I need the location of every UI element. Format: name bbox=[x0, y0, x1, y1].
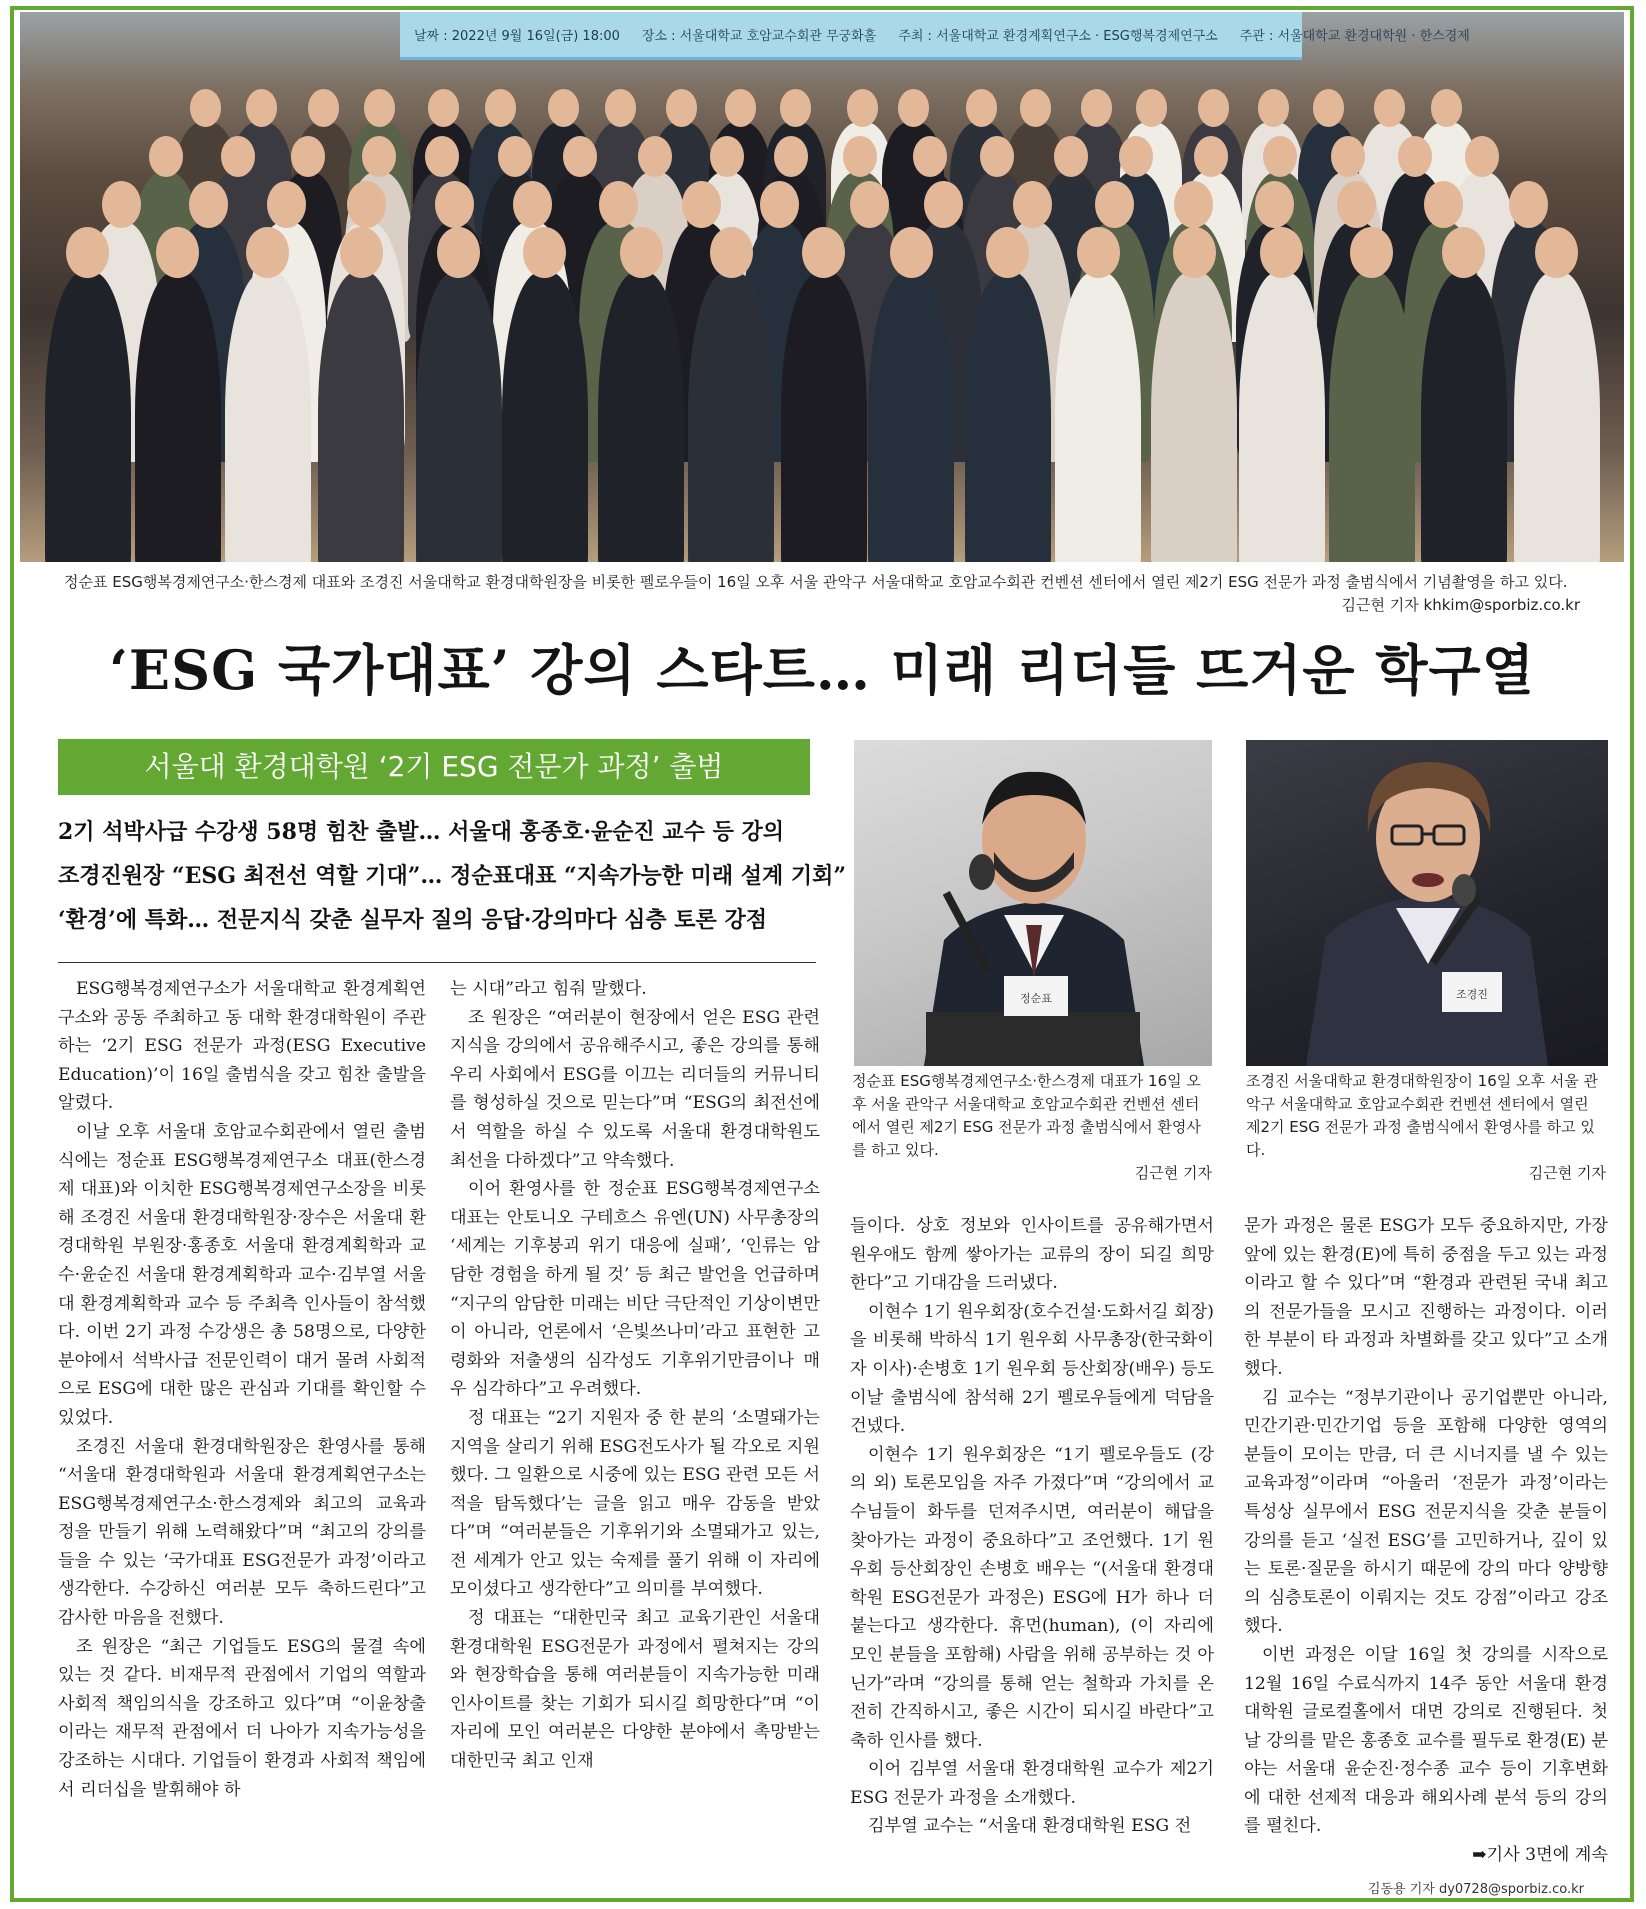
crowd-silhouettes bbox=[20, 72, 1624, 562]
crowd-head bbox=[1374, 89, 1405, 126]
event-banner bbox=[400, 12, 1470, 60]
crowd-person bbox=[868, 272, 954, 562]
crowd-head bbox=[364, 89, 395, 126]
crowd-head bbox=[1424, 181, 1463, 228]
crowd-person bbox=[1329, 272, 1415, 562]
subhead-divider bbox=[58, 962, 816, 963]
speaker-1-credit: 김근현 기자 bbox=[1134, 1164, 1212, 1182]
banner-organizer: 주관 : 서울대학교 환경대학원 · 한스경제 bbox=[1239, 29, 1470, 44]
crowd-head bbox=[428, 89, 459, 126]
crowd-head bbox=[1194, 136, 1228, 177]
article-column-3 bbox=[850, 1212, 1214, 1841]
banner-host: 주최 : 서울대학교 환경계획연구소 · ESG행복경제연구소 bbox=[898, 29, 1218, 44]
crowd-head bbox=[924, 181, 963, 228]
crowd-person bbox=[781, 272, 867, 562]
crowd-person bbox=[225, 272, 311, 562]
crowd-head bbox=[1081, 89, 1112, 126]
paragraph: 이어 김부열 서울대 환경대학원 교수가 제2기 ESG 전문가 과정을 소개했다. bbox=[850, 1759, 1214, 1808]
crowd-person bbox=[318, 272, 404, 562]
crowd-head bbox=[1398, 136, 1432, 177]
crowd-head bbox=[898, 89, 929, 126]
crowd-person bbox=[965, 272, 1051, 562]
crowd-person bbox=[1514, 272, 1600, 562]
crowd-person bbox=[45, 272, 131, 562]
crowd-head bbox=[189, 181, 228, 228]
crowd-head bbox=[1331, 136, 1365, 177]
speaker-2-caption-text: 조경진 서울대학교 환경대학원장이 16일 오후 서울 관악구 서울대학교 호암교수회관 컨벤션 센터에서 열린 제2기 ESG 전문가 과정 출범식에서 환영사를 하고 있다. bbox=[1246, 1072, 1598, 1159]
speaker-2-credit: 김근현 기자 bbox=[1528, 1164, 1606, 1182]
paragraph: 이날 오후 서울대 호암교수회관에서 열린 출범식에는 정순표 ESG행복경제연구소 대표(한스경제 대표)와 이치한 ESG행복경제연구소장을 비롯해 조경진 서울대 환경대학원장·장수은 서울대 환경대학원 부원장·홍종호 서울대 환경계획학과 교수·윤순진 서울대 환경계획학과 교수·김부열 서울대 환경계획학과 교수 등 주최측 인사들이 참석했다. 이번 2기 과정 수강생은 총 58명으로, 다양한 분야에서 석박사급 전문인력이 대거 몰려 사회적으로 ESG에 대한 많은 관심과 기대를 확인할 수 있었다. bbox=[58, 1121, 426, 1428]
crowd-head bbox=[548, 89, 579, 126]
crowd-person bbox=[1055, 272, 1141, 562]
paragraph: 조경진 서울대 환경대학원장은 환영사를 통해 “서울대 환경대학원과 서울대 환경계획연구소는 ESG행복경제연구소·한스경제와 최고의 교육과정을 만들기 위해 노력해왔다”며 “최고의 강의를 들을 수 있는 ‘국가대표 ESG전문가 과정’이라고 생각한다. 수강하신 여러분 모두 축하드린다”고 감사한 마음을 전했다. bbox=[58, 1436, 426, 1629]
headline: ‘ESG 국가대표’ 강의 스타트… 미래 리더들 뜨거운 학구열 bbox=[109, 638, 1535, 702]
article-column-2 bbox=[450, 975, 820, 1776]
paragraph: ESG행복경제연구소가 서울대학교 환경계획연구소와 공동 주최하고 동 대학 환경대학원이 주관하는 ‘2기 ESG 전문가 과정(ESG Executive Education)’이 16일 출범식을 갖고 힘찬 출발을 알렸다. bbox=[58, 979, 426, 1114]
crowd-person bbox=[1239, 272, 1325, 562]
crowd-head bbox=[1173, 227, 1216, 279]
crowd-head bbox=[599, 181, 638, 228]
crowd-head bbox=[246, 89, 277, 126]
crowd-head bbox=[780, 89, 811, 126]
crowd-head bbox=[1313, 89, 1344, 126]
crowd-head bbox=[1255, 181, 1294, 228]
crowd-person bbox=[1151, 272, 1237, 562]
paragraph: 조 원장은 “여러분이 현장에서 얻은 ESG 관련 지식을 강의에서 공유해주시고, 좋은 강의를 통해 우리 사회에서 ESG를 이끄는 리더들의 커뮤니티를 형성하실 것으로 믿는다”며 “ESG의 최전선에서 역할을 하실 수 있도록 서울대 환경대학원도 최선을 다하겠다”고 약속했다. bbox=[450, 1007, 820, 1171]
crowd-person bbox=[598, 272, 684, 562]
crowd-head bbox=[966, 89, 997, 126]
crowd-head bbox=[1509, 181, 1548, 228]
crowd-head bbox=[1258, 89, 1289, 126]
crowd-head bbox=[760, 181, 799, 228]
crowd-person bbox=[502, 272, 588, 562]
crowd-head bbox=[1174, 181, 1213, 228]
paragraph: 이현수 1기 원우회장(호수건설·도화서길 회장)을 비롯해 박하식 1기 원우회 사무총장(한국화이자 이사)·손병호 1기 원우회 등산회장(배우) 등도 이날 출범식에 참석해 2기 펠로우들에게 덕담을 건넸다. bbox=[850, 1301, 1214, 1437]
paragraph: 조 원장은 “최근 기업들도 ESG의 물결 속에 있는 것 같다. 비재무적 관점에서 기업의 역할과 사회적 책임의식을 강조하고 있다”며 “이윤창출이라는 재무적 관점에서 더 나아가 지속가능성을 강조하는 시대다. 기업들이 환경과 사회적 책임에서 리더십을 발휘해야 하 bbox=[58, 1636, 426, 1800]
crowd-head bbox=[1054, 136, 1088, 177]
crowd-head bbox=[1465, 136, 1499, 177]
newspaper-page bbox=[10, 6, 1634, 1902]
crowd-head bbox=[605, 89, 636, 126]
paragraph: 이현수 1기 원우회장은 “1기 펠로우들도 (강의 외) 토론모임을 자주 가졌다”며 “강의에서 교수님들이 화두를 던져주시면, 여러분이 해답을 찾아가는 과정이 중요하다”고 조언했다. 1기 원우회 등산회장인 손병호 배우는 “(서울대 환경대학원 ESG전문가 과정은) ESG에 H가 하나 더 붙는다고 생각한다. 휴먼(human), (이 자리에 모인 분들을 포함해) 사람을 위해 공부하는 것 아닌가”라며 “강의를 통해 얻는 철학과 가치를 온전히 간직하시고, 좋은 시간이 되시길 바란다”고 축하 인사를 했다. bbox=[850, 1444, 1214, 1751]
crowd-person bbox=[688, 272, 774, 562]
crowd-head bbox=[1077, 227, 1120, 279]
crowd-person bbox=[1421, 272, 1507, 562]
crowd-head bbox=[435, 181, 474, 228]
crowd-head bbox=[102, 181, 141, 228]
photo-credit: 김근현 기자 khkim@sporbiz.co.kr bbox=[1341, 596, 1580, 614]
banner-place: 장소 : 서울대학교 호암교수회관 무궁화홀 bbox=[641, 29, 877, 44]
crowd-head bbox=[710, 227, 753, 279]
crowd-head bbox=[847, 89, 878, 126]
crowd-head bbox=[913, 136, 947, 177]
paragraph: 김부열 교수는 “서울대 환경대학원 ESG 전 bbox=[868, 1816, 1192, 1837]
photo-caption: 정순표 ESG행복경제연구소·한스경제 대표와 조경진 서울대학교 환경대학원장을 비롯한 펠로우들이 16일 오후 서울 관악구 서울대학교 호암교수회관 컨벤션 센터에서 열린 제2기 ESG 전문가 과정 출범식에서 기념촬영을 하고 있다. bbox=[64, 573, 1568, 591]
group-photo bbox=[20, 12, 1624, 562]
paragraph: 이번 과정은 이달 16일 첫 강의를 시작으로 12월 16일 수료식까지 14주 동안 서울대 환경대학원 글로컬홀에서 대면 강의로 진행된다. 첫날 강의를 맡은 홍종호 교수를 필두로 환경(E) 분야는 서울대 윤순진·정수종 교수 등이 기후변화에 대한 선제적 대응과 해외사례 분석 등의 강의를 펼친다. bbox=[1244, 1644, 1608, 1837]
paragraph: 이어 환영사를 한 정순표 ESG행복경제연구소 대표는 안토니오 구테흐스 유엔(UN) 사무총장의 ‘세계는 기후붕괴 위기 대응에 실패’, ‘인류는 암담한 경험을 하게 될 것’ 등 최근 발언을 언급하며 “지구의 암담한 미래는 비단 극단적인 기상이변만이 아니라, 언론에서 ‘은빛쓰나미’라고 표현한 고령화와 저출생의 심각성도 기후위기만큼이나 매우 심각하다”고 우려했다. bbox=[450, 1179, 820, 1400]
section-label: 서울대 환경대학원 ‘2기 ESG 전문가 과정’ 출범 bbox=[58, 739, 810, 795]
crowd-head bbox=[1119, 136, 1153, 177]
crowd-head bbox=[986, 227, 1029, 279]
speaker-2-caption bbox=[1246, 1070, 1606, 1185]
crowd-head bbox=[340, 227, 383, 279]
subheads bbox=[58, 810, 847, 942]
speaker-2-nametag: 조경진 bbox=[1456, 988, 1488, 1001]
paragraph: 문가 과정은 물론 ESG가 모두 중요하지만, 가장 앞에 있는 환경(E)에 특히 중점을 두고 있는 과정이라고 할 수 있다”며 “환경과 관련된 국내 최고의 전문가들을 모시고 진행하는 과정이다. 이러한 부분이 타 과정과 차별화를 갖고 있다”고 소개했다. bbox=[1244, 1216, 1608, 1379]
speaker-1-nametag: 정순표 bbox=[1020, 992, 1052, 1005]
paragraph: 들이다. 상호 정보와 인사이트를 공유해가면서 원우애도 함께 쌓아가는 교류의 장이 되길 희망한다”고 기대감을 드러냈다. bbox=[850, 1216, 1214, 1294]
banner-date: 날짜 : 2022년 9월 16일(금) 18:00 bbox=[414, 29, 620, 44]
crowd-head bbox=[308, 89, 339, 126]
speaker-1-caption bbox=[852, 1070, 1212, 1185]
speaker-2-illustration bbox=[1246, 740, 1608, 1066]
paragraph: 김 교수는 “정부기관이나 공기업뿐만 아니라, 민간기관·민간기업 등을 포함해 다양한 영역의 분들이 모이는 만큼, 더 큰 시너지를 낼 수 있는 교육과정”이라며 “아울러 ‘전문가 과정’이라는 특성상 실무에서 ESG 전문지식을 갖춘 분들이 강의를 듣고 ‘실전 ESG’를 고민하거나, 깊이 있는 토론·질문을 하시기 때문에 강의 마다 양방향의 심층토론이 이뤄지는 것도 강점”이라고 강조했다. bbox=[1244, 1387, 1608, 1637]
speaker-photo-1 bbox=[854, 740, 1212, 1066]
continued-link[interactable]: ➡기사 3면에 계속 bbox=[1472, 1845, 1608, 1866]
crowd-head bbox=[347, 181, 386, 228]
article-column-4 bbox=[1244, 1212, 1608, 1870]
crowd-head bbox=[980, 136, 1014, 177]
speaker-1-illustration bbox=[854, 740, 1212, 1066]
crowd-head bbox=[425, 136, 459, 177]
subhead-1: 2기 석박사급 수강생 58명 힘찬 출발… 서울대 홍종호·윤순진 교수 등 강의 bbox=[58, 819, 784, 845]
crowd-head bbox=[513, 181, 552, 228]
speaker-1-caption-text: 정순표 ESG행복경제연구소·한스경제 대표가 16일 오후 서울 관악구 서울대학교 호암교수회관 컨벤션 센터에서 열린 제2기 ESG 전문가 과정 출범식에서 환영사를 하고 있다. bbox=[852, 1072, 1201, 1159]
crowd-head bbox=[1198, 89, 1229, 126]
article-column-1 bbox=[58, 975, 426, 1804]
crowd-head bbox=[725, 89, 756, 126]
crowd-person bbox=[416, 272, 502, 562]
paragraph: 는 시대”라고 힘줘 말했다. bbox=[450, 979, 647, 999]
speaker-photo-2 bbox=[1246, 740, 1608, 1066]
crowd-person bbox=[135, 272, 221, 562]
paragraph: 정 대표는 “2기 지원자 중 한 분의 ‘소멸돼가는 지역을 살리기 위해 ESG전도사가 될 각오로 지원했다. 그 일환으로 시중에 있는 ESG 관련 모든 서적을 탐독했다’는 글을 읽고 매우 감동을 받았다”며 “여러분들은 기후위기와 소멸돼가고 있는, 전 세계가 안고 있는 숙제를 풀기 위해 이 자리에 모이셨다고 생각한다”고 의미를 부여했다. bbox=[450, 1407, 820, 1600]
crowd-head bbox=[563, 136, 597, 177]
crowd-head bbox=[1535, 227, 1578, 279]
crowd-head bbox=[267, 181, 306, 228]
crowd-head bbox=[221, 136, 255, 177]
crowd-head bbox=[666, 89, 697, 126]
crowd-head bbox=[1431, 89, 1462, 126]
crowd-head bbox=[774, 136, 808, 177]
crowd-head bbox=[1020, 89, 1051, 126]
crowd-head bbox=[1337, 181, 1376, 228]
crowd-head bbox=[710, 136, 744, 177]
subhead-3: ‘환경’에 특화… 전문지식 갖춘 실무자 질의 응답·강의마다 심층 토론 강점 bbox=[58, 907, 767, 933]
crowd-head bbox=[890, 227, 933, 279]
crowd-head bbox=[190, 89, 221, 126]
crowd-head bbox=[498, 136, 532, 177]
paragraph: 정 대표는 “대한민국 최고 교육기관인 서울대 환경대학원 ESG전문가 과정에서 펼쳐지는 강의와 현장학습을 통해 여러분들이 지속가능한 미래 인사이트를 찾는 기회가 되시길 희망한다”며 “이 자리에 모인 여러분은 다양한 분야에서 촉망받는 대한민국 최고 인재 bbox=[450, 1608, 820, 1772]
crowd-head bbox=[485, 89, 516, 126]
crowd-head bbox=[1136, 89, 1167, 126]
crowd-head bbox=[620, 227, 663, 279]
subhead-2: 조경진원장 “ESG 최전선 역할 기대”… 정순표대표 “지속가능한 미래 설계 기회” bbox=[58, 863, 847, 889]
byline: 김동용 기자 dy0728@sporbiz.co.kr bbox=[1367, 1882, 1584, 1897]
